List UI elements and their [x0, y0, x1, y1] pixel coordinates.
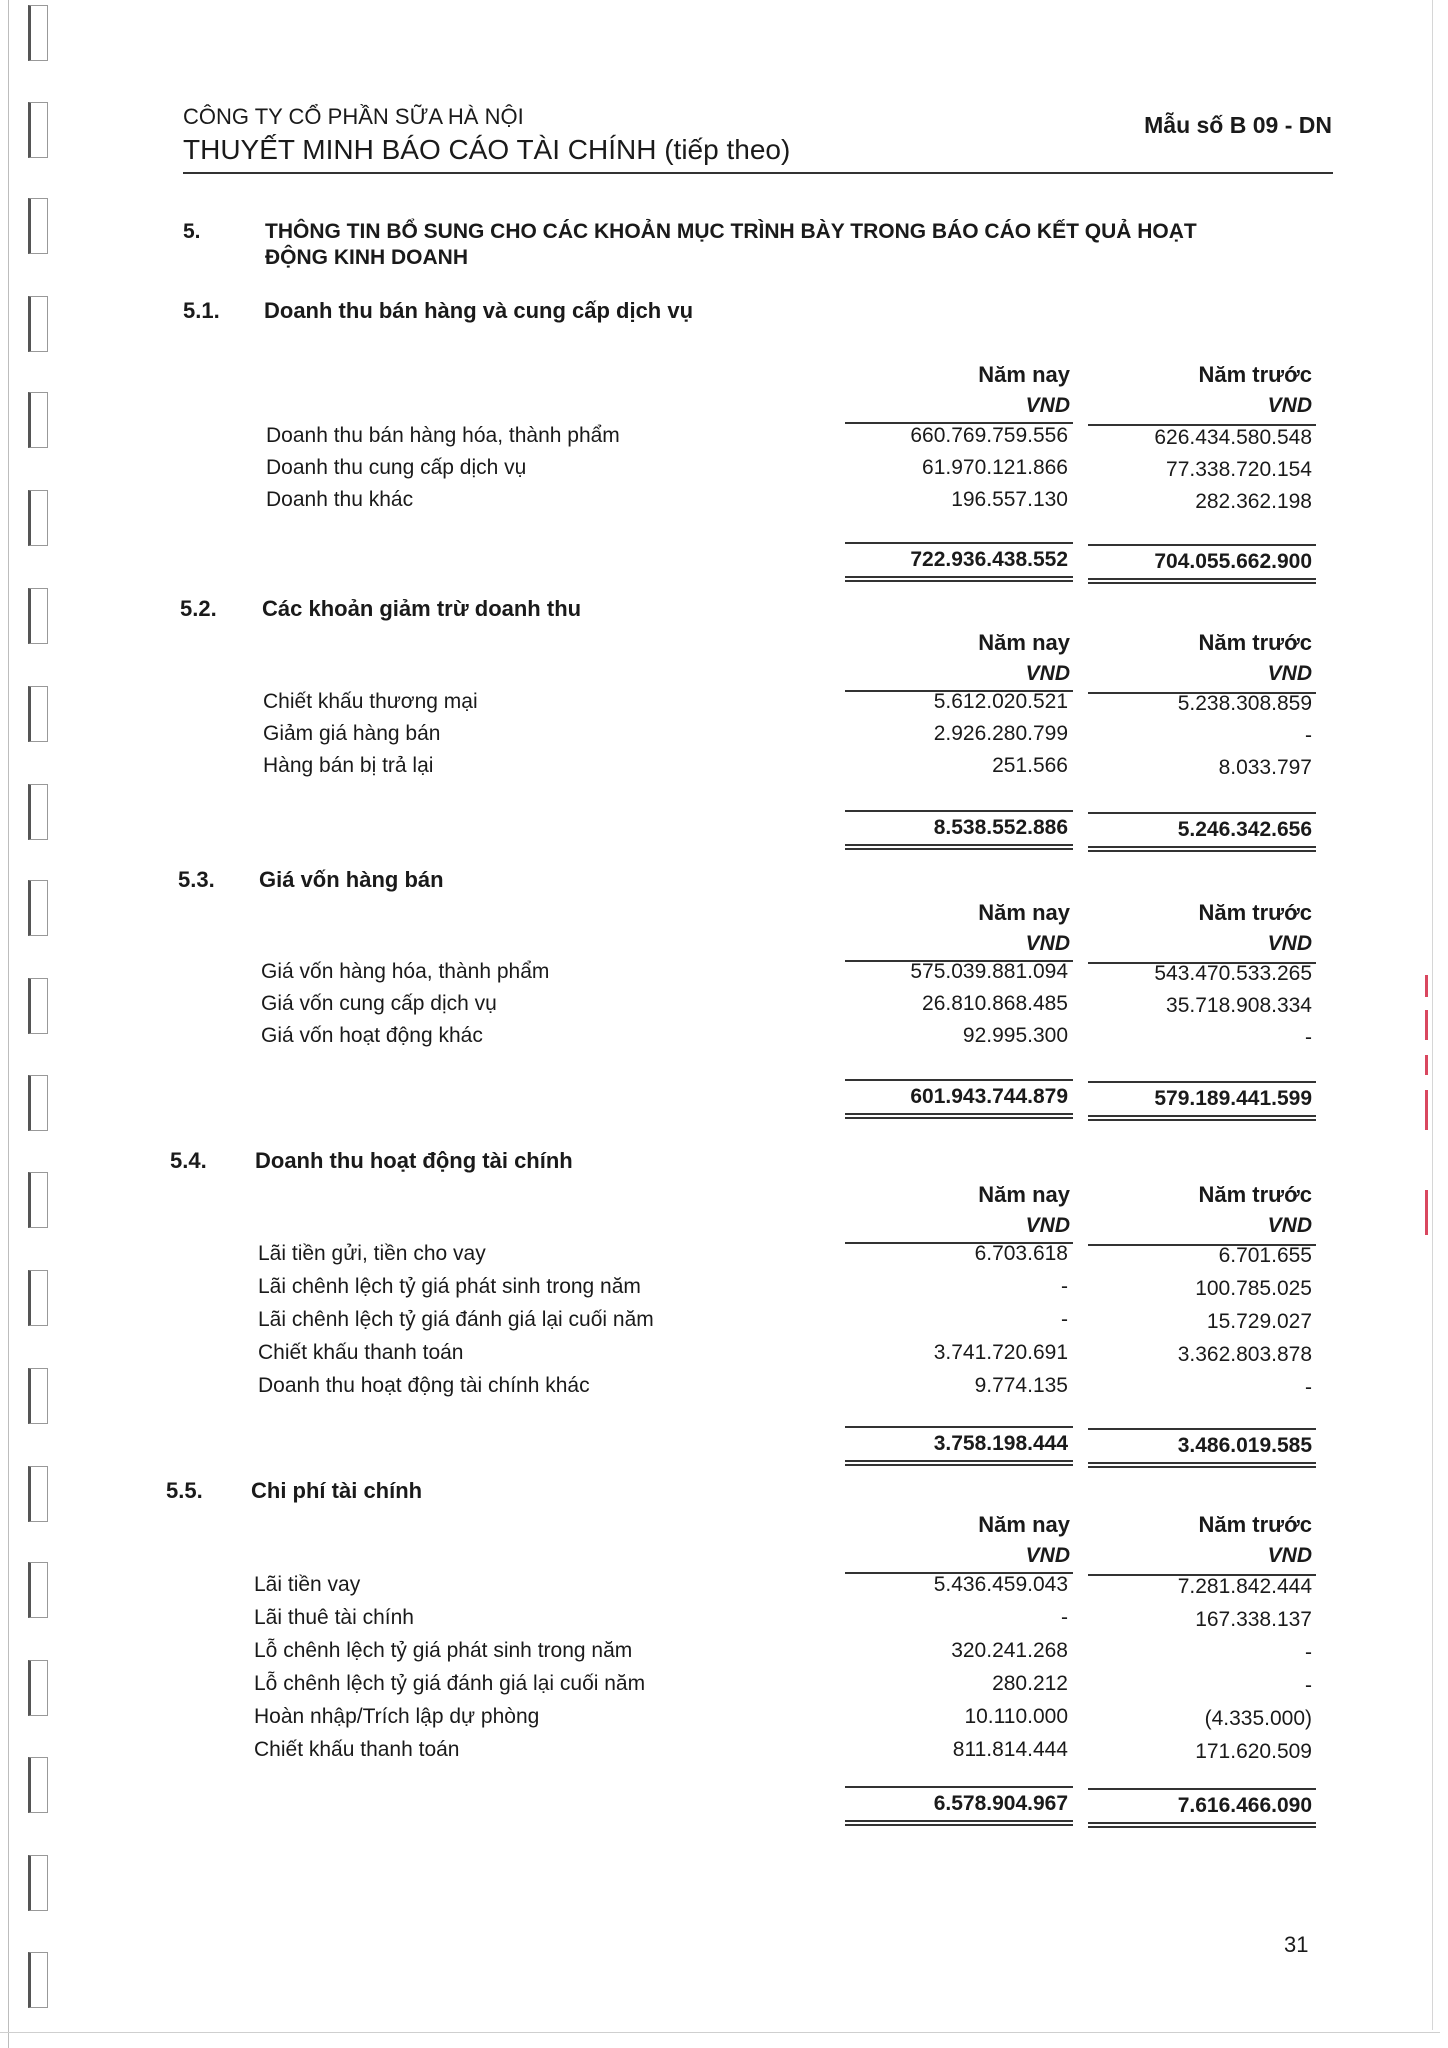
total-value-previous: 704.055.662.900: [1154, 550, 1312, 573]
subsection-title: Các khoản giảm trừ doanh thu: [262, 596, 582, 621]
binding-hole: [28, 102, 48, 158]
row-label: Chiết khấu thanh toán: [258, 1341, 464, 1364]
row-label: Doanh thu hoạt động tài chính khác: [258, 1374, 590, 1397]
total-double-underline: [1088, 578, 1316, 584]
row-value-previous: 171.620.509: [1195, 1740, 1312, 1763]
total-overline: [845, 1079, 1073, 1081]
binding-hole: [28, 1660, 48, 1716]
total-value-previous: 3.486.019.585: [1177, 1434, 1312, 1457]
binding-hole: [28, 1466, 48, 1522]
row-value-current: 26.810.868.485: [922, 992, 1068, 1015]
subsection-title: Doanh thu bán hàng và cung cấp dịch vụ: [264, 298, 694, 323]
binding-edge: [8, 0, 9, 2048]
total-overline: [1088, 1788, 1316, 1790]
red-stamp-mark: [1425, 1090, 1428, 1130]
row-value-previous: 167.338.137: [1195, 1608, 1312, 1631]
row-label: Chiết khấu thanh toán: [254, 1738, 460, 1761]
subsection-number: 5.2.: [180, 596, 217, 621]
row-value-previous: 5.238.308.859: [1177, 692, 1312, 715]
column-unit-previous: VND: [1267, 1214, 1312, 1237]
subsection-number: 5.4.: [170, 1148, 207, 1173]
document-title: THUYẾT MINH BÁO CÁO TÀI CHÍNH (tiếp theo): [183, 134, 791, 165]
column-header-previous: Năm trước: [1198, 362, 1312, 387]
page-edge-bottom: [0, 2032, 1440, 2033]
total-overline: [845, 542, 1073, 544]
row-value-previous: 8.033.797: [1218, 756, 1312, 779]
total-value-current: 722.936.438.552: [910, 548, 1068, 571]
total-double-underline: [845, 576, 1073, 582]
total-double-underline: [845, 1460, 1073, 1466]
row-value-current: 2.926.280.799: [933, 722, 1068, 745]
total-double-underline: [1088, 1115, 1316, 1121]
row-label: Giá vốn hàng hóa, thành phẩm: [261, 960, 550, 983]
column-unit-previous: VND: [1267, 932, 1312, 955]
row-label: Hàng bán bị trả lại: [263, 754, 434, 777]
column-unit-previous: VND: [1267, 1544, 1312, 1567]
row-label: Giá vốn cung cấp dịch vụ: [261, 992, 497, 1015]
column-header-previous: Năm trước: [1198, 1512, 1312, 1537]
row-value-previous: 543.470.533.265: [1154, 962, 1312, 985]
column-unit-current: VND: [1025, 1544, 1070, 1567]
column-unit-current: VND: [1025, 1214, 1070, 1237]
column-unit-current: VND: [1025, 394, 1070, 417]
total-overline: [845, 1786, 1073, 1788]
row-label: Doanh thu cung cấp dịch vụ: [266, 456, 527, 479]
total-value-previous: 5.246.342.656: [1177, 818, 1312, 841]
total-value-current: 3.758.198.444: [933, 1432, 1068, 1455]
form-number: Mẫu số B 09 - DN: [1144, 112, 1332, 138]
binding-hole: [28, 686, 48, 742]
row-value-previous: -: [1305, 1026, 1312, 1049]
row-value-current: 9.774.135: [974, 1374, 1068, 1397]
row-value-previous: -: [1305, 724, 1312, 747]
company-name: CÔNG TY CỔ PHẦN SỮA HÀ NỘI: [183, 104, 524, 129]
subsection-number: 5.1.: [183, 298, 220, 323]
page-edge-right: [1432, 0, 1433, 2030]
row-value-previous: 282.362.198: [1195, 490, 1312, 513]
row-value-current: -: [1061, 1275, 1068, 1298]
subsection-number: 5.5.: [166, 1478, 203, 1503]
row-value-previous: -: [1305, 1376, 1312, 1399]
row-value-current: 5.612.020.521: [933, 690, 1068, 713]
total-value-current: 6.578.904.967: [933, 1792, 1068, 1815]
binding-hole: [28, 784, 48, 840]
total-value-current: 601.943.744.879: [910, 1085, 1068, 1108]
row-label: Lỗ chênh lệch tỷ giá đánh giá lại cuối năm: [254, 1672, 646, 1695]
total-value-current: 8.538.552.886: [933, 816, 1068, 839]
row-value-current: 320.241.268: [951, 1639, 1068, 1662]
binding-hole: [28, 1270, 48, 1326]
red-stamp-mark: [1425, 1010, 1428, 1040]
total-double-underline: [1088, 846, 1316, 852]
binding-hole: [28, 588, 48, 644]
row-label: Giá vốn hoạt động khác: [261, 1024, 483, 1047]
total-overline: [1088, 1428, 1316, 1430]
row-label: Doanh thu bán hàng hóa, thành phẩm: [266, 424, 620, 447]
binding-hole: [28, 296, 48, 352]
row-label: Lãi thuê tài chính: [254, 1606, 414, 1629]
header-rule: [183, 172, 1333, 174]
column-unit-previous: VND: [1267, 662, 1312, 685]
row-value-current: 92.995.300: [962, 1024, 1068, 1047]
column-header-previous: Năm trước: [1198, 900, 1312, 925]
row-value-current: 811.814.444: [952, 1738, 1068, 1761]
row-label: Lãi chênh lệch tỷ giá đánh giá lại cuối năm: [258, 1308, 654, 1331]
row-label: Hoàn nhập/Trích lập dự phòng: [254, 1705, 540, 1728]
row-label: Lãi tiền gửi, tiền cho vay: [258, 1242, 486, 1265]
column-unit-current: VND: [1025, 662, 1070, 685]
row-value-current: 6.703.618: [974, 1242, 1068, 1265]
binding-hole: [28, 1368, 48, 1424]
total-value-previous: 7.616.466.090: [1177, 1794, 1312, 1817]
red-stamp-mark: [1425, 975, 1428, 997]
binding-hole: [28, 1855, 48, 1911]
binding-hole: [28, 490, 48, 546]
column-header-current: Năm nay: [978, 1182, 1070, 1207]
row-value-current: 280.212: [992, 1672, 1068, 1695]
total-overline: [845, 1426, 1073, 1428]
column-header-current: Năm nay: [978, 1512, 1070, 1537]
row-value-current: 5.436.459.043: [933, 1573, 1068, 1596]
binding-hole: [28, 1075, 48, 1131]
row-value-previous: -: [1305, 1641, 1312, 1664]
column-header-previous: Năm trước: [1198, 1182, 1312, 1207]
binding-hole: [28, 880, 48, 936]
row-label: Giảm giá hàng bán: [263, 722, 441, 745]
total-double-underline: [845, 1820, 1073, 1826]
total-double-underline: [845, 844, 1073, 850]
row-value-current: 10.110.000: [964, 1705, 1068, 1728]
binding-hole: [28, 1952, 48, 2008]
binding-hole: [28, 1562, 48, 1618]
section-number: 5.: [183, 220, 201, 243]
row-value-previous: 100.785.025: [1195, 1277, 1312, 1300]
total-double-underline: [1088, 1462, 1316, 1468]
row-value-previous: 35.718.908.334: [1166, 994, 1312, 1017]
binding-hole: [28, 1172, 48, 1228]
section-title-line1: THÔNG TIN BỔ SUNG CHO CÁC KHOẢN MỤC TRÌNH BÀY TRONG BÁO CÁO KẾT QUẢ HOẠT: [265, 220, 1197, 243]
binding-hole: [28, 392, 48, 448]
red-stamp-mark: [1425, 1055, 1428, 1075]
row-value-previous: 3.362.803.878: [1177, 1343, 1312, 1366]
total-overline: [1088, 1081, 1316, 1083]
total-overline: [1088, 812, 1316, 814]
subsection-title: Giá vốn hàng bán: [259, 867, 444, 892]
row-value-current: 3.741.720.691: [933, 1341, 1068, 1364]
total-double-underline: [1088, 1822, 1316, 1828]
row-value-previous: -: [1305, 1674, 1312, 1697]
row-value-current: 660.769.759.556: [910, 424, 1068, 447]
row-value-previous: 7.281.842.444: [1177, 1575, 1312, 1598]
row-value-current: 575.039.881.094: [910, 960, 1068, 983]
row-value-current: 251.566: [992, 754, 1068, 777]
row-label: Doanh thu khác: [266, 488, 414, 511]
column-unit-previous: VND: [1267, 394, 1312, 417]
total-overline: [1088, 544, 1316, 546]
row-label: Chiết khấu thương mại: [263, 690, 478, 713]
subsection-number: 5.3.: [178, 867, 215, 892]
total-value-previous: 579.189.441.599: [1154, 1087, 1312, 1110]
column-header-current: Năm nay: [978, 630, 1070, 655]
row-value-current: 196.557.130: [951, 488, 1068, 511]
row-value-current: -: [1061, 1606, 1068, 1629]
row-value-current: 61.970.121.866: [922, 456, 1068, 479]
binding-hole: [28, 5, 48, 61]
binding-hole: [28, 198, 48, 254]
row-label: Lãi tiền vay: [254, 1573, 361, 1596]
binding-hole: [28, 1757, 48, 1813]
row-label: Lãi chênh lệch tỷ giá phát sinh trong năm: [258, 1275, 641, 1298]
column-header-previous: Năm trước: [1198, 630, 1312, 655]
total-overline: [845, 810, 1073, 812]
row-value-current: -: [1061, 1308, 1068, 1331]
row-value-previous: 6.701.655: [1218, 1244, 1312, 1267]
page-number: 31: [1284, 1932, 1309, 1957]
row-value-previous: 626.434.580.548: [1154, 426, 1312, 449]
subsection-title: Chi phí tài chính: [251, 1478, 423, 1503]
column-unit-current: VND: [1025, 932, 1070, 955]
total-double-underline: [845, 1113, 1073, 1119]
row-value-previous: (4.335.000): [1204, 1707, 1312, 1730]
binding-hole: [28, 978, 48, 1034]
row-label: Lỗ chênh lệch tỷ giá phát sinh trong năm: [254, 1639, 633, 1662]
row-value-previous: 15.729.027: [1206, 1310, 1312, 1333]
subsection-title: Doanh thu hoạt động tài chính: [255, 1148, 573, 1173]
red-stamp-mark: [1425, 1190, 1428, 1235]
column-header-current: Năm nay: [978, 900, 1070, 925]
row-value-previous: 77.338.720.154: [1166, 458, 1312, 481]
column-header-current: Năm nay: [978, 362, 1070, 387]
section-title-line2: ĐỘNG KINH DOANH: [265, 246, 468, 269]
